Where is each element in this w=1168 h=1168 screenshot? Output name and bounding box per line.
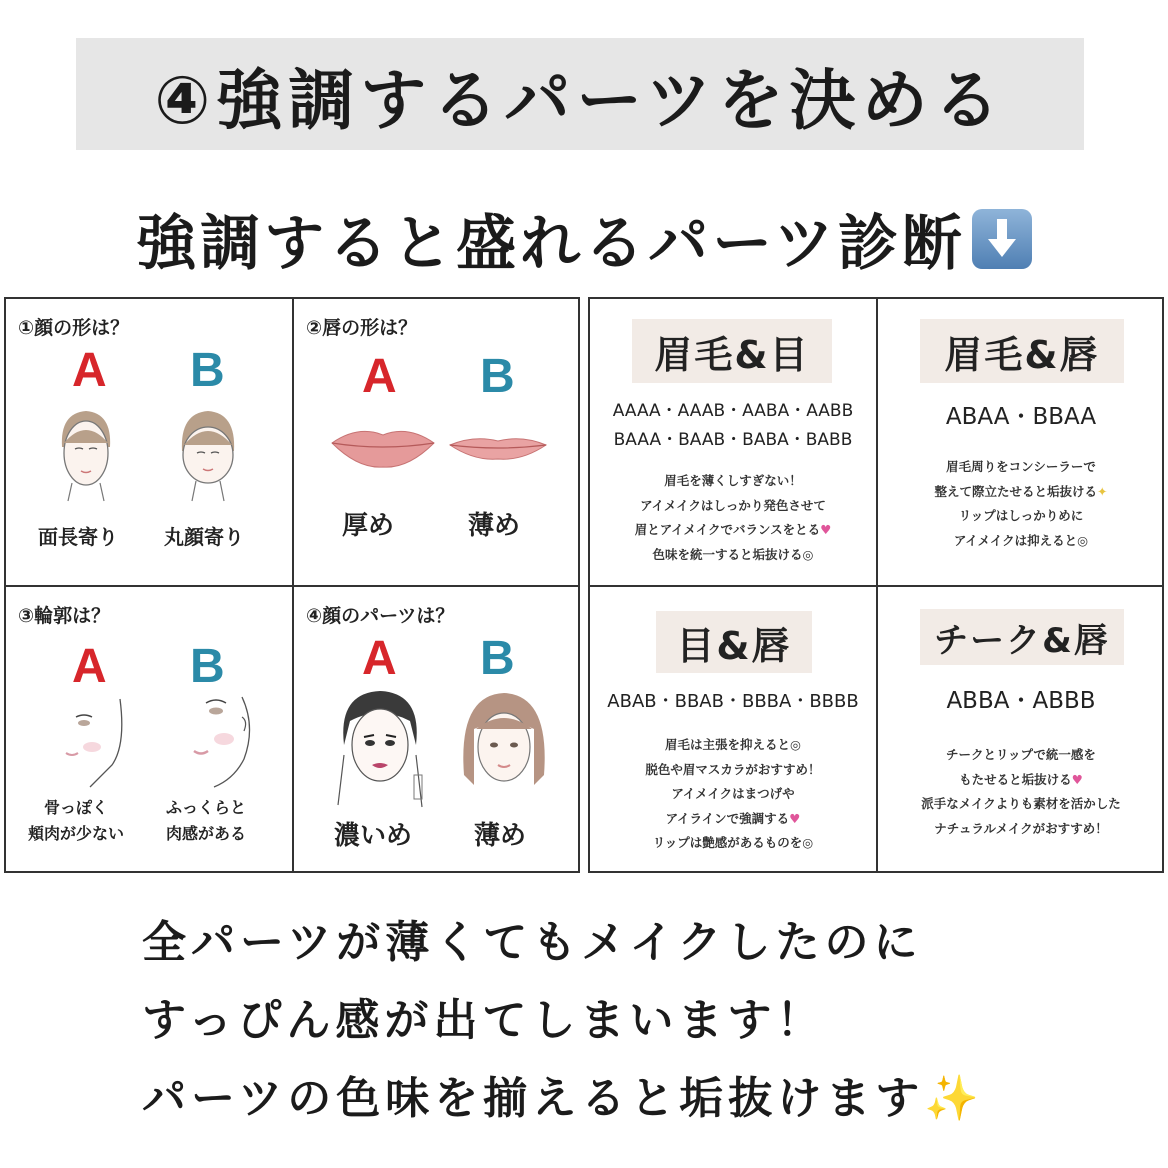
thin-lips-illustration <box>446 427 550 467</box>
option-b-letter: B <box>190 640 225 693</box>
bony-contour-illustration <box>46 695 136 795</box>
result-title: 目&唇 <box>676 623 792 668</box>
quiz-cell-contour <box>6 587 292 871</box>
option-a-label: 面長寄り <box>38 525 118 549</box>
heart-icon: ♥ <box>1071 771 1083 787</box>
quiz-grid <box>4 297 580 873</box>
result-title: チーク&唇 <box>934 620 1110 661</box>
quiz-cell-lip-shape <box>294 299 580 585</box>
result-title: 眉毛&唇 <box>944 332 1100 377</box>
option-a-letter: A <box>362 350 397 403</box>
heart-icon: ♥ <box>789 810 801 826</box>
option-a-letter: A <box>72 640 107 693</box>
result-cheek-lip <box>878 587 1164 871</box>
thick-lips-illustration <box>328 421 438 471</box>
result-codes: ABAB・BBAB・BBBA・BBBB <box>607 691 859 712</box>
option-a-letter: A <box>362 632 397 685</box>
result-codes: ABBA・ABBB <box>946 688 1096 714</box>
option-a-label: 厚め <box>342 511 395 541</box>
result-description: 眉毛を薄くしすぎない！ アイメイクはしっかり発色させて 眉とアイメイクでバランスをとる♥ 色味を統一すると垢抜ける◎ <box>634 473 832 562</box>
question-label: ③輪郭は？ <box>18 605 111 627</box>
result-title-box <box>632 319 832 383</box>
result-title-box <box>920 609 1124 665</box>
subtitle: 強調すると盛れるパーツ診断 <box>136 209 966 279</box>
footer-line-3: パーツの色味を揃えると垢抜けます✨ <box>142 1073 985 1124</box>
sparkle-icon: ✦ <box>1097 483 1108 499</box>
full-contour-illustration <box>164 687 264 797</box>
option-b-label: 薄め <box>474 821 527 851</box>
result-codes: ABAA・BBAA <box>945 404 1097 430</box>
question-label: ②唇の形は？ <box>306 317 418 339</box>
result-brow-eye <box>590 299 876 585</box>
result-description: 眉毛は主張を抑えると◎ 脱色や眉マスカラがおすすめ！ アイメイクはまつげや アイラインで強調する♥ リップは艶感があるものを◎ <box>645 737 821 850</box>
option-b-label: ふっくらと 肉感がある <box>166 798 247 843</box>
down-arrow-icon <box>972 209 1032 269</box>
option-a-label: 濃いめ <box>334 821 413 851</box>
option-b-letter: B <box>480 632 515 685</box>
option-a-label: 骨っぽく 頬肉が少ない <box>28 798 125 843</box>
option-b-label: 丸顔寄り <box>164 525 244 549</box>
quiz-cell-face-parts <box>294 587 580 871</box>
option-b-label: 薄め <box>468 511 521 541</box>
main-title-banner <box>76 38 1084 150</box>
main-title: ④強調するパーツを決める <box>154 61 1006 139</box>
option-a-letter: A <box>72 344 107 397</box>
long-face-illustration <box>46 403 126 503</box>
result-description: 眉毛周りをコンシーラーで 整えて際立たせると垢抜ける✦ リップはしっかりめに アイメイクは抑えると◎ <box>934 459 1108 548</box>
option-b-letter: B <box>480 350 515 403</box>
result-title: 眉毛&目 <box>654 332 810 377</box>
quiz-cell-face-shape <box>6 299 292 585</box>
question-label: ①顔の形は？ <box>18 317 130 339</box>
results-grid <box>588 297 1164 873</box>
subtitle-row <box>0 196 1168 282</box>
footer-line-2: すっぴん感が出てしまいます！ <box>142 995 826 1046</box>
option-b-letter: B <box>190 344 225 397</box>
footer-line-1: 全パーツが薄くてもメイクしたのに <box>142 917 923 968</box>
result-brow-lip <box>878 299 1164 585</box>
question-label: ④顔のパーツは？ <box>306 605 455 627</box>
sparkle-icon: ✨ <box>924 1073 985 1124</box>
heart-icon: ♥ <box>820 522 832 537</box>
result-description: チークとリップで統一感を もたせると垢抜ける♥ 派手なメイクよりも素材を活かした ナチュラルメイクがおすすめ！ <box>921 747 1121 836</box>
result-codes: AAAA・AAAB・AABA・AABB BAAA・BAAB・BABA・BABB <box>612 401 854 450</box>
result-title-box <box>920 319 1124 383</box>
result-title-box <box>656 611 812 673</box>
round-face-illustration <box>168 403 248 503</box>
result-eye-lip <box>590 587 876 871</box>
bold-features-illustration <box>330 685 430 815</box>
light-features-illustration <box>454 685 554 815</box>
